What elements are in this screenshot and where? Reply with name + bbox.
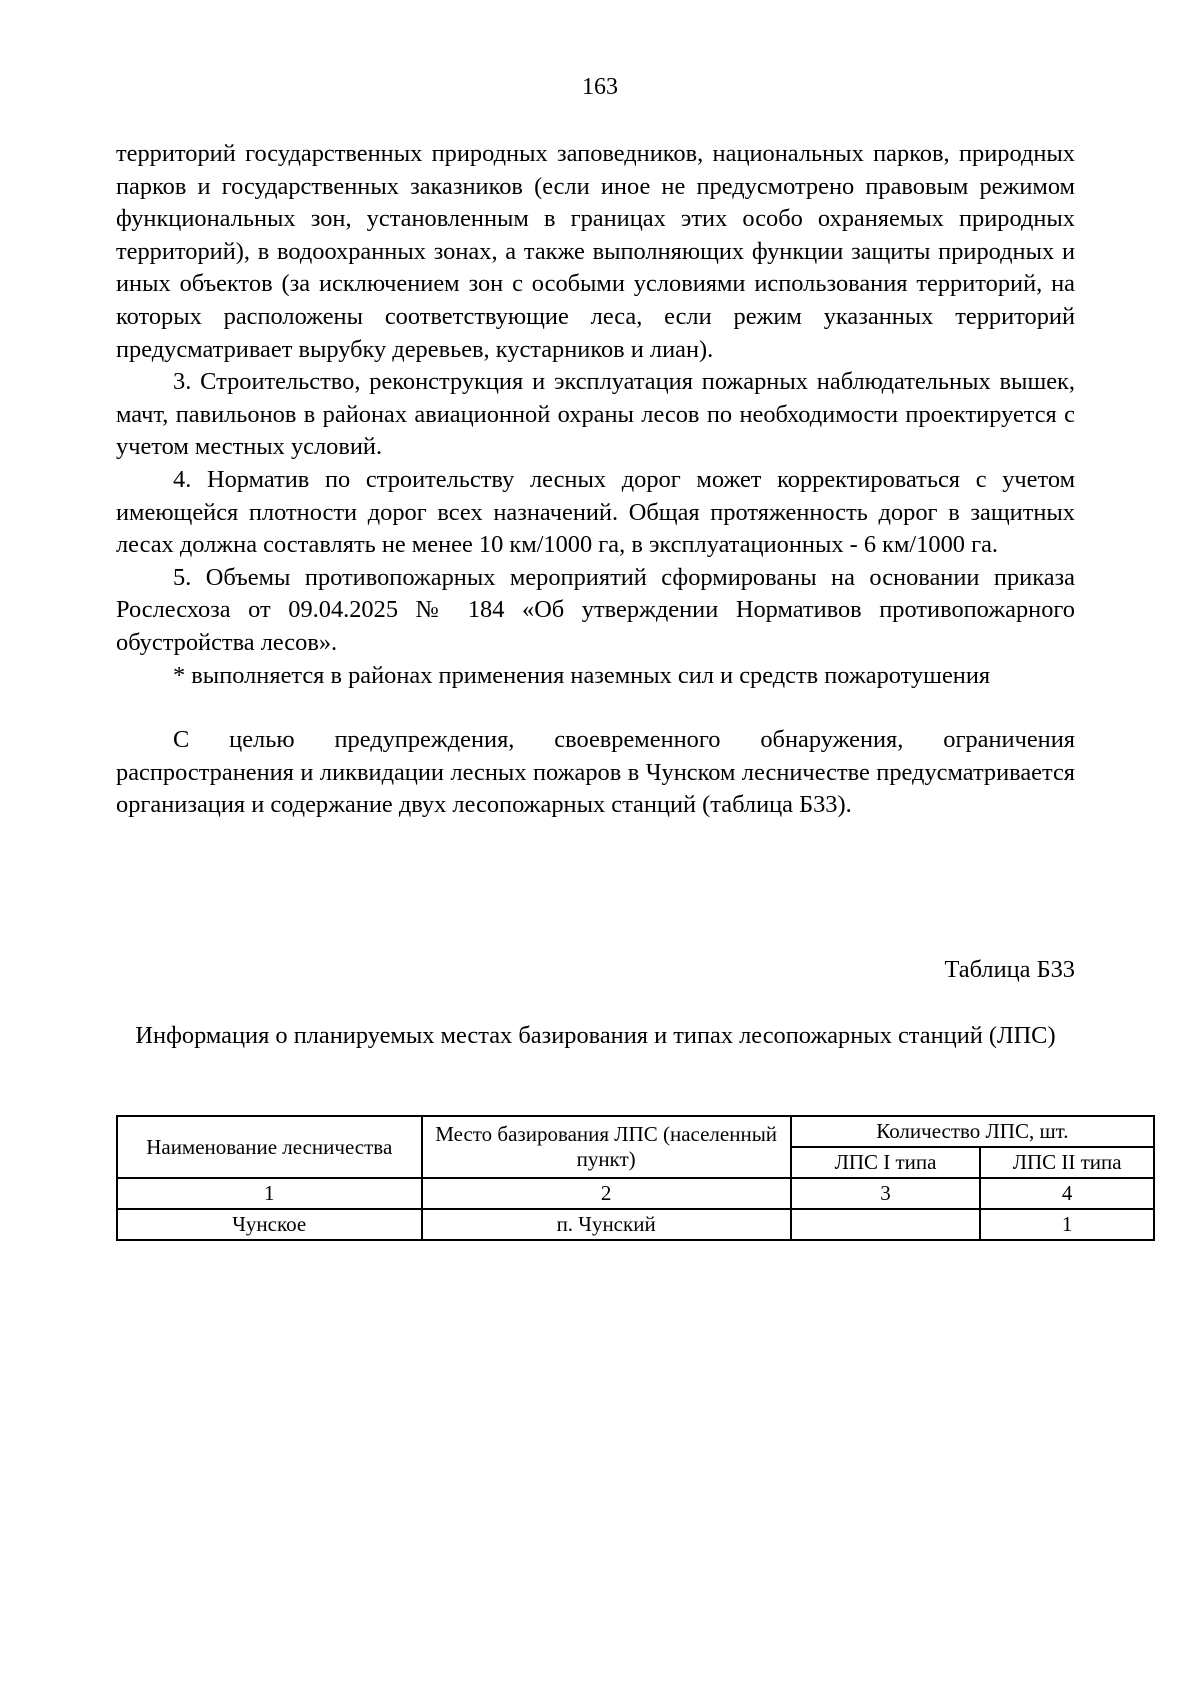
cell-location: п. Чунский: [422, 1209, 791, 1240]
body-text: [116, 138, 1075, 822]
header-type-2: ЛПС II типа: [980, 1147, 1154, 1178]
header-base-location: Место базирования ЛПС (населенный пункт): [422, 1116, 791, 1178]
spacer: [116, 692, 1075, 724]
cell-type-2-count: 1: [980, 1209, 1154, 1240]
table-row: [117, 1209, 1154, 1240]
page-number: 163: [582, 74, 618, 100]
column-number: 3: [791, 1178, 981, 1209]
column-number: 1: [117, 1178, 422, 1209]
paragraph-footnote: * выполняется в районах применения наземных сил и средств пожаротушения: [173, 661, 991, 689]
table-label: Таблица Б33: [944, 956, 1075, 983]
fire-stations-table: [116, 1115, 1155, 1241]
table-numbering-row: [117, 1178, 1154, 1209]
paragraph-item-3: 3. Строительство, реконструкция и эксплуатация пожарных наблюдательных вышек, мачт, павильонов в районах авиационной охраны лесов по необходимости проектируется с учетом местных условий.: [116, 368, 1075, 461]
header-station-count: Количество ЛПС, шт.: [791, 1116, 1154, 1147]
table-header-row: [117, 1116, 1154, 1147]
paragraph-intro-table: С целью предупреждения, своевременного обнаружения, ограничения распространения и ликвидации лесных пожаров в Чунском лесничестве предусматривается организация и содержание двух лесопожарных станций (таблица Б33).: [116, 726, 1075, 819]
paragraph-item-4: 4. Норматив по строительству лесных дорог может корректироваться с учетом имеющейся плотности дорог всех назначений. Общая протяженность дорог в защитных лесах должна составлять не менее 10 км/1000 га, в эксплуатационных - 6 км/1000 га.: [116, 465, 1075, 559]
column-number: 4: [980, 1178, 1154, 1209]
cell-forestry: Чунское: [117, 1209, 422, 1240]
header-type-1: ЛПС I типа: [791, 1147, 981, 1178]
paragraph-item-5: 5. Объемы противопожарных мероприятий сформированы на основании приказа Рослесхоза от 09.04.2025 № 184 «Об утверждении Нормативов противопожарного обустройства лесов».: [116, 563, 1075, 656]
header-forestry-name: Наименование лесничества: [117, 1116, 422, 1178]
column-number: 2: [422, 1178, 791, 1209]
cell-type-1-count: [791, 1209, 981, 1240]
table-caption: Информация о планируемых местах базирования и типах лесопожарных станций (ЛПС): [135, 1022, 1056, 1049]
paragraph-continuation: территорий государственных природных заповедников, национальных парков, природных парков и государственных заказников (если иное не предусмотрено правовым режимом функциональных зон, установленным в границах этих особо охраняемых природных территорий), в водоохранных зонах, а также выполняющих функции защиты природных и иных объектов (за исключением зон с особыми условиями использования территорий, на которых расположены соответствующие леса, если режим указанных территорий предусматривает вырубку деревьев, кустарников и лиан).: [116, 140, 1075, 363]
